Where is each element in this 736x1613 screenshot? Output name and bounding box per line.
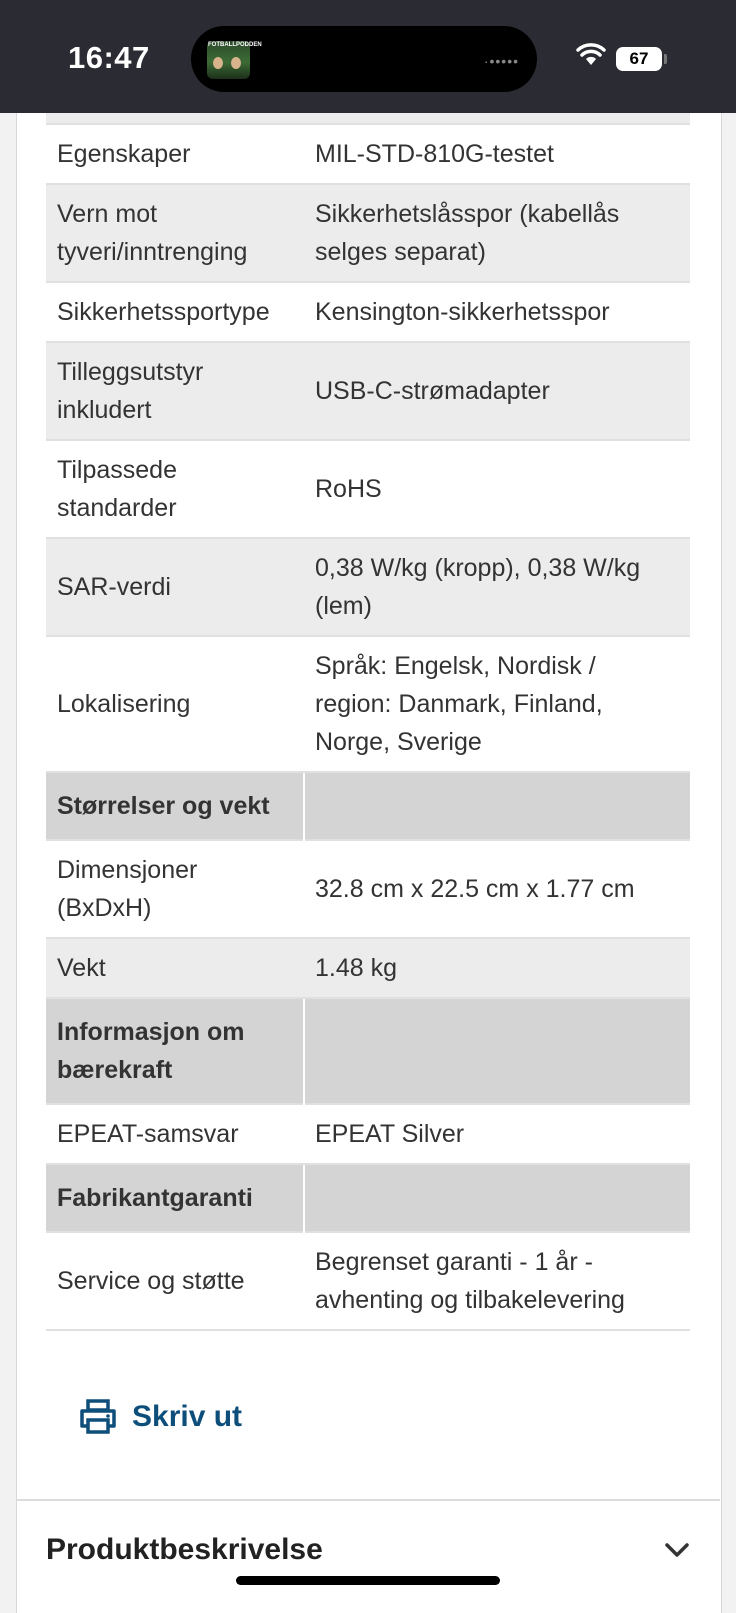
table-row bbox=[46, 1104, 690, 1164]
print-button[interactable] bbox=[78, 1399, 242, 1435]
section-header-warranty bbox=[46, 1164, 690, 1232]
section-title: Størrelser og vekt bbox=[46, 772, 304, 840]
spec-key: Tilpassede standarder bbox=[46, 440, 304, 538]
home-indicator[interactable] bbox=[236, 1576, 500, 1585]
clock: 16:47 bbox=[68, 40, 150, 75]
spec-key: Service og støtte bbox=[46, 1232, 304, 1330]
section-title: Informasjon om bærekraft bbox=[46, 998, 304, 1104]
dynamic-island[interactable] bbox=[191, 26, 537, 92]
spec-value: MIL-STD-810G-testet bbox=[304, 124, 690, 184]
spec-table bbox=[46, 113, 690, 1331]
section-title: Fabrikantgaranti bbox=[46, 1164, 304, 1232]
spec-value: 32.8 cm x 22.5 cm x 1.77 cm bbox=[304, 840, 690, 938]
table-row bbox=[46, 840, 690, 938]
spec-value: 0,38 W/kg (kropp), 0,38 W/kg (lem) bbox=[304, 538, 690, 636]
battery-cap bbox=[664, 54, 667, 64]
spec-value: USB-C-strømadapter bbox=[304, 342, 690, 440]
table-row bbox=[46, 440, 690, 538]
spec-key: EPEAT-samsvar bbox=[46, 1104, 304, 1164]
wifi-icon bbox=[576, 44, 606, 66]
table-row bbox=[46, 124, 690, 184]
audio-waveform-icon: ·••••• bbox=[483, 53, 519, 69]
status-bar bbox=[0, 0, 736, 113]
spec-value: Språk: Engelsk, Nordisk / region: Danmark, Finland, Norge, Sverige bbox=[304, 636, 690, 772]
spec-key: Tilleggsutstyr inkludert bbox=[46, 342, 304, 440]
now-playing-artwork: FOTBALLPODDEN bbox=[207, 41, 250, 79]
table-row bbox=[46, 938, 690, 998]
spec-value: Kensington-sikkerhetsspor bbox=[304, 282, 690, 342]
spec-value: 1.48 kg bbox=[304, 938, 690, 998]
section-header-size bbox=[46, 772, 690, 840]
table-row bbox=[46, 1232, 690, 1330]
spec-key: Vekt bbox=[46, 938, 304, 998]
table-row bbox=[46, 113, 690, 124]
spec-key: Sikkerhetssportype bbox=[46, 282, 304, 342]
product-description-accordion[interactable] bbox=[46, 1520, 690, 1580]
spec-value: EPEAT Silver bbox=[304, 1104, 690, 1164]
table-row bbox=[46, 636, 690, 772]
chevron-down-icon bbox=[664, 1542, 690, 1558]
spec-key: Dimensjoner (BxDxH) bbox=[46, 840, 304, 938]
table-row bbox=[46, 342, 690, 440]
divider bbox=[16, 1499, 720, 1501]
printer-icon bbox=[78, 1399, 118, 1435]
accordion-title: Produktbeskrivelse bbox=[46, 1533, 323, 1566]
spec-value: Sikkerhetslåsspor (kabellås selges separat) bbox=[304, 184, 690, 282]
section-header-sustainability bbox=[46, 998, 690, 1104]
spec-value: Begrenset garanti - 1 år - avhenting og tilbakelevering bbox=[304, 1232, 690, 1330]
print-label: Skriv ut bbox=[132, 1400, 243, 1433]
table-row bbox=[46, 538, 690, 636]
spec-key: Egenskaper bbox=[46, 124, 304, 184]
spec-value: RoHS bbox=[304, 440, 690, 538]
spec-key: Lokalisering bbox=[46, 636, 304, 772]
battery-icon: 67 bbox=[616, 47, 662, 71]
table-row bbox=[46, 282, 690, 342]
table-row bbox=[46, 184, 690, 282]
spec-key: Vern mot tyveri/inntrenging bbox=[46, 184, 304, 282]
spec-key: SAR-verdi bbox=[46, 538, 304, 636]
